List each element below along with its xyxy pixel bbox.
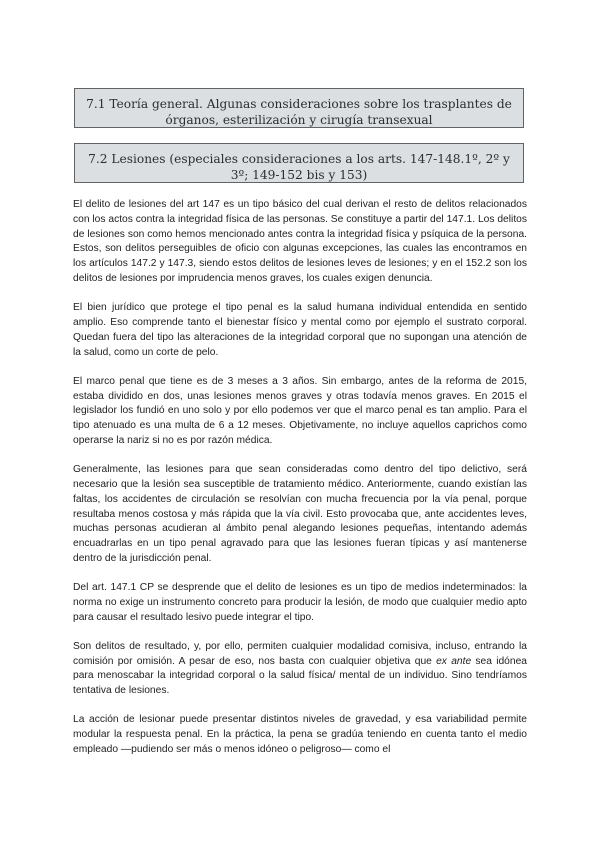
body-text [73,198,527,772]
section-heading-7-2-text: 7.2 Lesiones (especiales consideraciones a los arts. 147-148.1º, 2º y 3º; 149-152 bis y 153) [88,152,510,182]
paragraph-3: El marco penal que tiene es de 3 meses a 3 años. Sin embargo, antes de la reforma de 2015, estaba dividido en dos, unas lesiones menos graves y otras todavía menos graves. En 2015 el legislador los fundió en uno solo y por ello podemos ver que el marco penal es tan amplio. Para el tipo atenuado es una multa de 6 a 12 meses. Objetivamente, no incluye aquellos caprichos como operarse la nariz si no es por razón médica. [73,375,527,446]
paragraph-7: La acción de lesionar puede presentar distintos niveles de gravedad, y esa variabilidad permite modular la respuesta penal. En la práctica, la pena se gradúa teniendo en cuenta tanto el medio empleado —pudiendo ser más o menos idóneo o peligroso— como el [73,714,527,756]
section-heading-7-1 [74,88,524,128]
paragraph-2: El bien jurídico que protege el tipo penal es la salud humana individual entendida en sentido amplio. Eso comprende tanto el bienestar físico y mental como por ejemplo el sustrato corporal. Quedan fuera del tipo las alteraciones de la integridad corporal que no supongan una atención de la salud, como un corte de pelo. [73,302,527,358]
paragraph-6 [73,640,527,699]
section-heading-7-2 [74,143,524,183]
paragraph-6-part-1: Son delitos de resultado, y, por ello, permiten cualquier modalidad comisiva, incluso, entrando la comisión por omisión. A pesar de eso, nos basta con cualquier objetiva que [73,640,527,667]
paragraph-6-italic: ex ante [436,655,472,667]
paragraph-5: Del art. 147.1 CP se desprende que el delito de lesiones es un tipo de medios indeterminados: la norma no exige un instrumento concreto para producir la lesión, de modo que cualquier medio apto para causar el resultado lesivo puede integrar el tipo. [73,582,527,623]
paragraph-1: El delito de lesiones del art 147 es un tipo básico del cual derivan el resto de delitos relacionados con los actos contra la integridad física de las personas. Se constituye a partir del 147.1. Los delitos de lesiones son como hemos mencionado antes contra la integridad física y psíquica de la persona. Estos, son delitos perseguibles de oficio con algunas excepciones, las cuales las encontramos en los artículos 147.2 y 147.3, siendo estos delitos de lesiones leves de lesiones; y en el 152.2 son los delitos de lesiones por imprudencia menos graves, los cuales exigen denuncia. [73,199,527,284]
section-heading-7-1-text: 7.1 Teoría general. Algunas consideraciones sobre los trasplantes de órganos, esterilización y cirugía transexual [86,97,512,127]
paragraph-6-part-2: sea idónea para menoscabar la integridad corporal o la salud física/ mental de un individuo. Sino tendríamos tentativa de lesiones. [73,655,527,697]
paragraph-4: Generalmente, las lesiones para que sean consideradas como dentro del tipo delictivo, será necesario que la lesión sea susceptible de tratamiento médico. Anteriormente, cuando existían las faltas, los accidentes de circulación se resolvían con mucha frecuencia por la vía penal, porque resultaba menos costosa y más rápida que la vía civil. Esto provocaba que, ante accidentes leves, muchas personas acudieran al ámbito penal alegando lesiones pequeñas, intentando además encuadrarlas en un tipo penal agravado para que las lesiones fueran típicas y así mantenerse dentro de la jurisdicción penal. [73,464,527,564]
